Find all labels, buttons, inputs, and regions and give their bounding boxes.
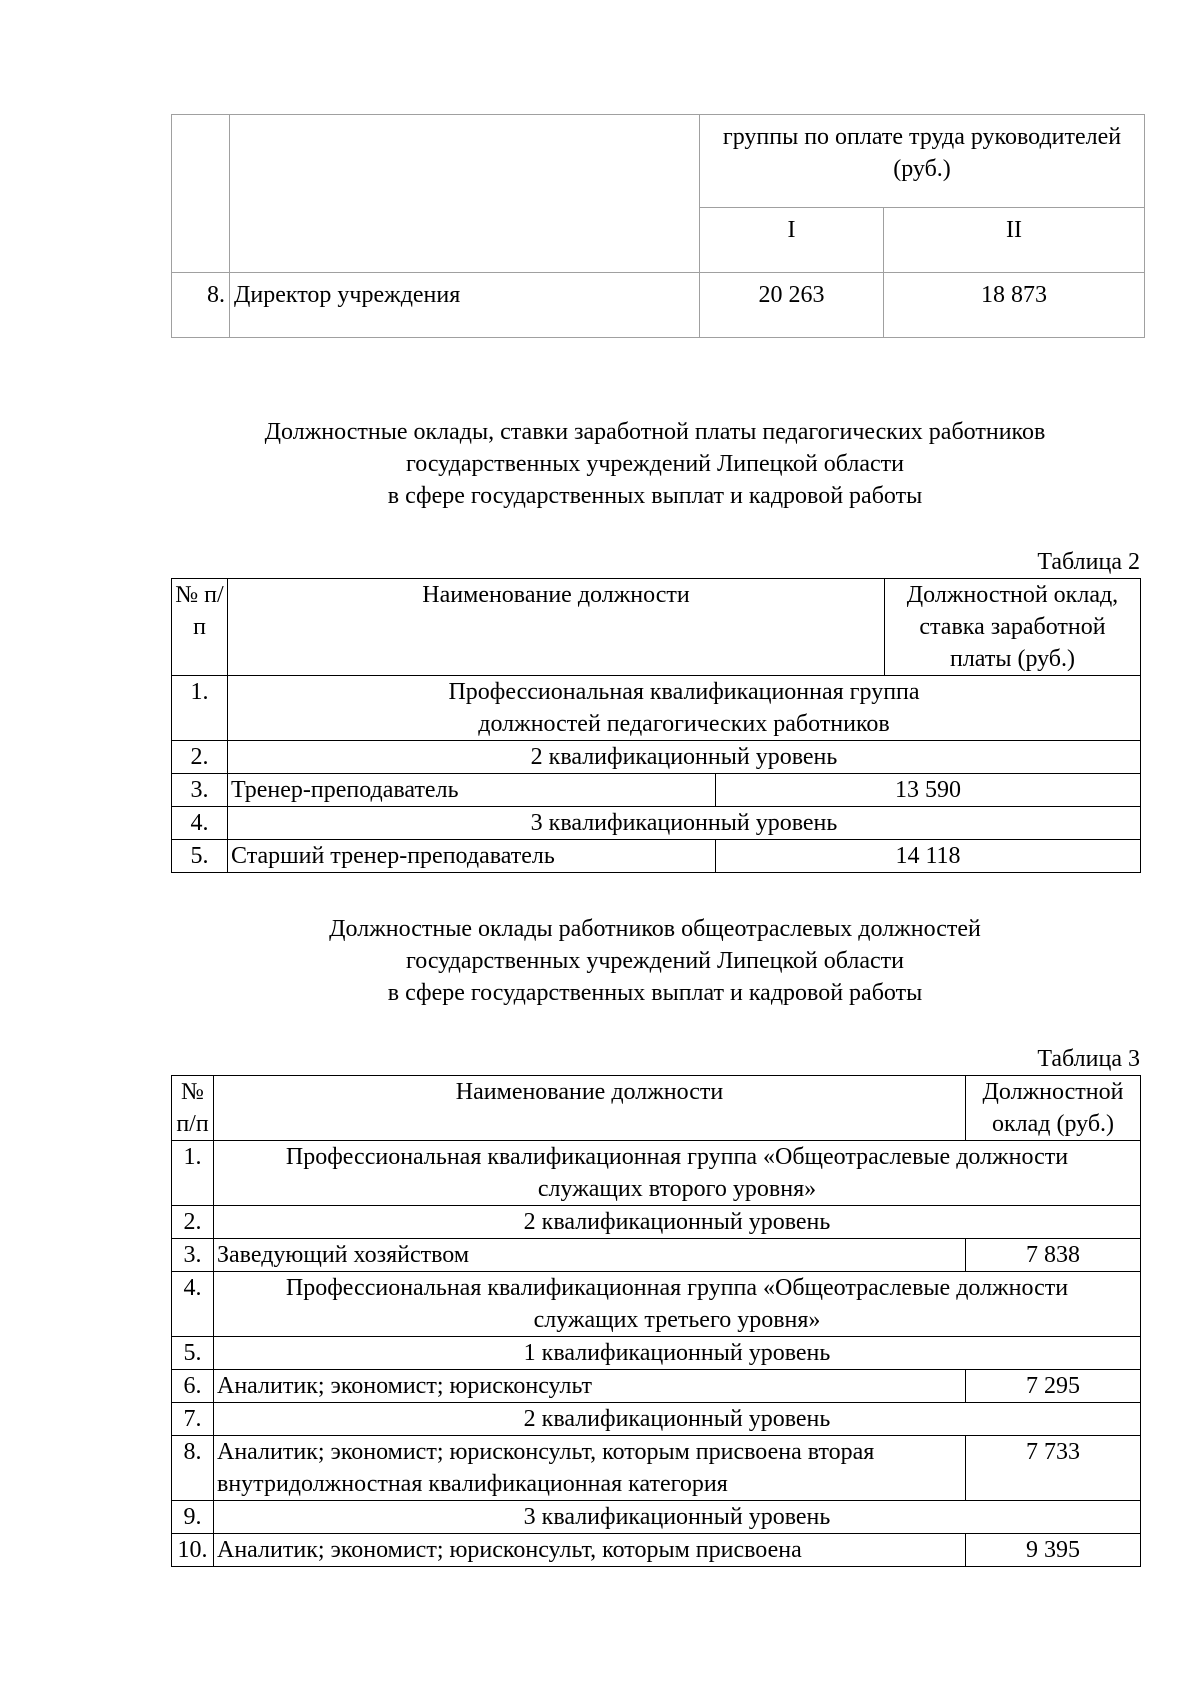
row-value: 7 295	[966, 1370, 1141, 1403]
table-row	[172, 1337, 1141, 1370]
table-header-row	[172, 115, 1145, 208]
row-num: 1.	[172, 676, 228, 741]
row-num: 3.	[172, 774, 228, 807]
row-level: 3 квалификационный уровень	[214, 1501, 1141, 1534]
header-group-cell: группы по оплате труда руководителей (руб.)	[700, 115, 1145, 208]
row-name: Аналитик; экономист; юрисконсульт, которым присвоена	[214, 1534, 966, 1567]
table-general-salaries	[171, 1075, 1141, 1567]
heading-line: Должностные оклады, ставки заработной платы педагогических работников	[264, 419, 1046, 445]
header-value: Должностной оклад, ставка заработной платы (руб.)	[885, 579, 1141, 676]
row-num: 10.	[172, 1534, 214, 1567]
row-num: 7.	[172, 1403, 214, 1436]
section2-heading	[150, 416, 1160, 512]
section3-heading	[150, 913, 1160, 1009]
table-row	[172, 273, 1145, 338]
row-name: Старший тренер-преподаватель	[228, 840, 716, 873]
row-num: 1.	[172, 1141, 214, 1206]
row-value: 7 838	[966, 1239, 1141, 1272]
table-row	[172, 840, 1141, 873]
table-salary-heads	[171, 114, 1145, 338]
row-level: 2 квалификационный уровень	[214, 1403, 1141, 1436]
row-name: Аналитик; экономист; юрисконсульт, которым присвоена вторая внутридолжностная квалификационная категория	[214, 1436, 966, 1501]
row-num: 5.	[172, 840, 228, 873]
table-row	[172, 1239, 1141, 1272]
row-value: 13 590	[716, 774, 1141, 807]
heading-line: государственных учреждений Липецкой области	[406, 948, 904, 974]
row-num: 3.	[172, 1239, 214, 1272]
row-num: 9.	[172, 1501, 214, 1534]
table-row	[172, 774, 1141, 807]
row-name: Аналитик; экономист; юрисконсульт	[214, 1370, 966, 1403]
heading-line: Должностные оклады работников общеотраслевых должностей	[329, 916, 981, 942]
table-row	[172, 1501, 1141, 1534]
row-level: 3 квалификационный уровень	[228, 807, 1141, 840]
header-num: № п/п	[172, 579, 228, 676]
row-num: 6.	[172, 1370, 214, 1403]
row-name: Заведующий хозяйством	[214, 1239, 966, 1272]
header-col-1: I	[700, 208, 884, 273]
table-teaching-salaries	[171, 578, 1141, 873]
header-name: Наименование должности	[214, 1076, 966, 1141]
table-row	[172, 1403, 1141, 1436]
row-name: Тренер-преподаватель	[228, 774, 716, 807]
row-num: 4.	[172, 807, 228, 840]
table-row	[172, 807, 1141, 840]
row-value: 14 118	[716, 840, 1141, 873]
row-name: Директор учреждения	[230, 273, 700, 338]
table-header-row	[172, 579, 1141, 676]
row-level: 2 квалификационный уровень	[228, 741, 1141, 774]
row-num: 4.	[172, 1272, 214, 1337]
row-group: Профессиональная квалификационная группа должностей педагогических работников	[228, 676, 1141, 741]
table-row	[172, 1272, 1141, 1337]
row-value: 9 395	[966, 1534, 1141, 1567]
table-header-row	[172, 1076, 1141, 1141]
row-num: 8.	[172, 1436, 214, 1501]
header-name: Наименование должности	[228, 579, 885, 676]
header-num-cell	[172, 115, 230, 273]
table3-caption: Таблица 3	[1037, 1046, 1140, 1072]
row-num: 8.	[172, 273, 230, 338]
row-group: Профессиональная квалификационная группа «Общеотраслевые должности служащих третьего уровня»	[214, 1272, 1141, 1337]
row-num: 2.	[172, 741, 228, 774]
row-value: 7 733	[966, 1436, 1141, 1501]
heading-line: в сфере государственных выплат и кадровой работы	[387, 483, 923, 509]
row-level: 1 квалификационный уровень	[214, 1337, 1141, 1370]
header-num: № п/п	[172, 1076, 214, 1141]
table-row	[172, 1534, 1141, 1567]
header-value: Должностной оклад (руб.)	[966, 1076, 1141, 1141]
header-name-cell	[230, 115, 700, 273]
row-num: 2.	[172, 1206, 214, 1239]
row-num: 5.	[172, 1337, 214, 1370]
table-row	[172, 1206, 1141, 1239]
heading-line: государственных учреждений Липецкой области	[406, 451, 904, 477]
table-row	[172, 676, 1141, 741]
table2-caption: Таблица 2	[1037, 549, 1140, 575]
header-col-2: II	[884, 208, 1145, 273]
table-row	[172, 1436, 1141, 1501]
table-row	[172, 1141, 1141, 1206]
table-row	[172, 741, 1141, 774]
heading-line: в сфере государственных выплат и кадровой работы	[387, 980, 923, 1006]
table-row	[172, 1370, 1141, 1403]
row-value-2: 18 873	[884, 273, 1145, 338]
row-value-1: 20 263	[700, 273, 884, 338]
row-level: 2 квалификационный уровень	[214, 1206, 1141, 1239]
row-group: Профессиональная квалификационная группа «Общеотраслевые должности служащих второго уровня»	[214, 1141, 1141, 1206]
